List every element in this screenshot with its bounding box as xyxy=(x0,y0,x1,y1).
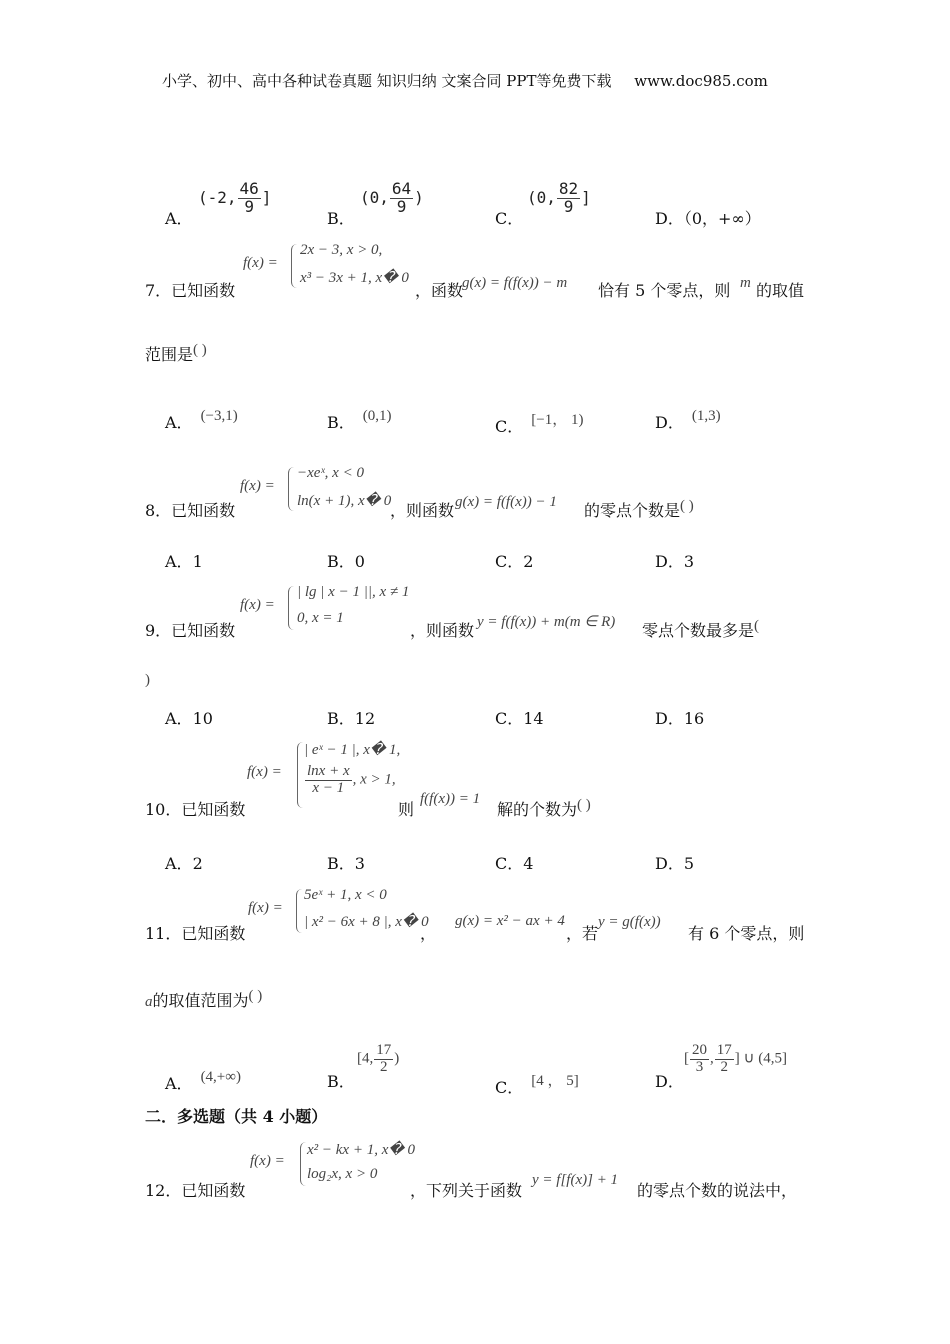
q8-case-1: −xeˣ, x < 0 xyxy=(297,465,364,481)
q11-d-den-2: 2 xyxy=(720,1058,728,1075)
q9-a-label: A． xyxy=(165,709,193,728)
q10-case-2 xyxy=(304,764,396,797)
q9-paren-close: ) xyxy=(145,672,150,688)
q7-number: 7．已知函数 xyxy=(145,281,236,300)
q10-num: lnx + x xyxy=(307,763,350,779)
q7-case-2: x³ − 3x + 1, x� 0 xyxy=(300,270,409,286)
q10-b-value: 3 xyxy=(354,854,365,873)
q10-fx: f(x) = xyxy=(247,764,282,780)
q6-b-num: 64 xyxy=(391,179,412,198)
q11-comma1: ， xyxy=(420,924,437,943)
q10-number: 10．已知函数 xyxy=(145,800,246,819)
q10-brace xyxy=(297,742,303,808)
q8-option-d xyxy=(655,549,694,572)
q11-option-a xyxy=(165,1069,241,1094)
q12-gx: y = f[f(x)] + 1 xyxy=(532,1172,619,1188)
q6-b-open: (0, xyxy=(360,187,389,207)
q8-c-label: C． xyxy=(495,552,524,571)
q9-option-b xyxy=(327,706,375,729)
q10-option-d xyxy=(655,851,694,874)
q7-option-a xyxy=(165,408,238,433)
q10-d-value: 5 xyxy=(683,854,695,873)
q6-c-den: 9 xyxy=(563,196,574,216)
q11-d-num-1: 20 xyxy=(692,1042,707,1058)
q12-mid1: ，下列关于函数 xyxy=(410,1181,523,1200)
q8-a-value: 1 xyxy=(192,552,203,571)
q6-a-fraction xyxy=(238,181,261,216)
q10-option-c xyxy=(495,851,533,874)
q11-b-open: [4, xyxy=(357,1050,374,1067)
q6-option-a-value xyxy=(198,181,271,216)
q10-d-label: D． xyxy=(655,854,684,873)
q6-a-open: (-2, xyxy=(198,187,237,207)
q7-line2-text: 范围是 xyxy=(145,345,194,364)
q11-a-label: A． xyxy=(165,1074,193,1093)
q9-b-label: B． xyxy=(327,709,355,728)
q11-option-b-label: B． xyxy=(327,1072,355,1091)
q6-a-close: ] xyxy=(261,187,272,207)
q11-b-fraction xyxy=(374,1043,393,1076)
q7-case-1: 2x − 3, x > 0, xyxy=(300,242,383,258)
q6-b-close: ) xyxy=(414,187,424,207)
header-url[interactable]: www.doc985.com xyxy=(634,72,768,90)
q7-c-value: [−1， 1) xyxy=(531,412,584,428)
q12-piecewise xyxy=(250,1140,420,1190)
q10-b-label: B． xyxy=(327,854,355,873)
q11-line2-text: 的取值范围为 xyxy=(152,991,249,1010)
q9-end-text: 零点个数最多是 xyxy=(642,621,755,640)
q6-d-label: D． xyxy=(655,209,684,228)
q11-d-fraction-2 xyxy=(715,1043,734,1076)
q11-d-close: ] ∪ (4,5] xyxy=(734,1050,787,1067)
q9-d-label: D． xyxy=(655,709,684,728)
q9-end xyxy=(642,618,759,641)
q7-b-value: (0,1) xyxy=(362,408,392,424)
q6-option-b-value xyxy=(360,181,424,216)
q10-end-text: 解的个数为 xyxy=(497,800,578,819)
q10-piecewise xyxy=(247,740,407,812)
q9-option-c xyxy=(495,706,544,729)
q8-piecewise xyxy=(240,465,410,515)
q9-brace xyxy=(288,586,294,630)
q8-number: 8．已知函数 xyxy=(145,501,236,520)
q11-number: 11．已知函数 xyxy=(145,924,246,943)
q10-case-2-tail: , x > 1, xyxy=(352,771,396,788)
q7-a-value: (−3,1) xyxy=(200,408,238,424)
q8-d-value: 3 xyxy=(683,552,695,571)
q11-yx: y = g(f(x)) xyxy=(598,914,661,930)
q7-paren: ( ) xyxy=(193,342,207,358)
q8-end-text: 的零点个数是 xyxy=(584,501,681,520)
q9-case-2: 0, x = 1 xyxy=(297,610,344,626)
q10-a-label: A． xyxy=(165,854,193,873)
q9-fx: f(x) = xyxy=(240,597,275,613)
q6-option-b-label: B． xyxy=(327,209,355,228)
q11-piecewise xyxy=(248,887,428,937)
q6-b-den: 9 xyxy=(396,196,407,216)
q11-c-value: [4 ， 5] xyxy=(531,1073,579,1089)
q9-a-value: 10 xyxy=(192,709,213,728)
q12-case-1: x² − kx + 1, x� 0 xyxy=(307,1142,416,1158)
q9-paren-open: ( xyxy=(754,618,760,634)
q10-end xyxy=(497,797,591,820)
q7-option-c xyxy=(495,408,583,437)
q10-mid1: 则 xyxy=(398,800,415,819)
q8-case-2: ln(x + 1), x� 0 xyxy=(297,493,392,509)
q11-b-num: 17 xyxy=(376,1042,392,1058)
q7-option-b xyxy=(327,408,392,433)
q11-b-close: ) xyxy=(394,1050,400,1067)
q11-end: 有 6 个零点，则 xyxy=(688,924,805,943)
q7-end: 的取值 xyxy=(756,281,805,300)
section-2-title: 二．多选题（共 4 小题） xyxy=(145,1107,328,1126)
q6-c-num: 82 xyxy=(558,179,579,198)
q6-option-c-value xyxy=(527,181,591,216)
q12-number: 12．已知函数 xyxy=(145,1181,246,1200)
q8-a-label: A． xyxy=(165,552,193,571)
q8-end xyxy=(584,498,694,521)
q11-d-den-1: 3 xyxy=(695,1058,704,1075)
q11-d-sep: , xyxy=(710,1050,714,1067)
q8-d-label: D． xyxy=(655,552,684,571)
q11-line2 xyxy=(145,988,262,1011)
q11-d-open: [ xyxy=(684,1050,689,1067)
q6-option-d xyxy=(655,206,761,229)
q9-b-value: 12 xyxy=(354,709,376,728)
q9-option-a xyxy=(165,706,213,729)
q9-d-value: 16 xyxy=(683,709,705,728)
q9-mid1: ，则函数 xyxy=(410,621,475,640)
q9-c-label: C． xyxy=(495,709,524,728)
q7-mid1: ，函数 xyxy=(415,281,464,300)
q12-brace xyxy=(300,1142,306,1186)
q12-case-2: log₂x, x > 0 xyxy=(307,1166,378,1182)
q6-a-den: 9 xyxy=(244,196,254,216)
q7-option-d xyxy=(655,408,721,433)
q7-mid2: 恰有 5 个零点，则 xyxy=(598,281,731,300)
q6-option-a-label: A． xyxy=(165,209,193,228)
q10-option-b xyxy=(327,851,365,874)
q7-brace xyxy=(291,244,297,288)
q8-gx: g(x) = f(f(x)) − 1 xyxy=(455,494,557,510)
q6-a-num: 46 xyxy=(239,179,259,198)
q7-c-label: C． xyxy=(495,417,524,436)
q6-c-close: ] xyxy=(581,187,591,207)
q8-option-a xyxy=(165,549,203,572)
q6-option-c-label: C． xyxy=(495,209,524,228)
header-text: 小学、初中、高中各种试卷真题 知识归纳 文案合同 PPT等免费下载 xyxy=(162,72,612,90)
q10-a-value: 2 xyxy=(192,854,203,873)
q9-case-1: | lg | x − 1 ||, x ≠ 1 xyxy=(297,584,410,600)
q11-option-c xyxy=(495,1069,579,1098)
q10-c-label: C． xyxy=(495,854,524,873)
q9-piecewise xyxy=(240,584,420,634)
q11-fx: f(x) = xyxy=(248,900,283,916)
q9-number: 9．已知函数 xyxy=(145,621,236,640)
q7-var-m: m xyxy=(740,275,751,291)
q8-paren: ( ) xyxy=(680,498,694,514)
q7-gx: g(x) = f(f(x)) − m xyxy=(462,275,568,291)
q8-option-b xyxy=(327,549,365,572)
q10-gx: f(f(x)) = 1 xyxy=(420,791,481,807)
q8-b-label: B． xyxy=(327,552,355,571)
q11-option-b-value xyxy=(357,1043,399,1076)
q11-paren: ( ) xyxy=(248,988,263,1004)
q11-var-a: a xyxy=(145,994,153,1010)
q9-option-d xyxy=(655,706,704,729)
q6-c-fraction xyxy=(557,181,580,216)
q8-mid1: ，则函数 xyxy=(390,501,455,520)
q10-fraction xyxy=(305,764,352,797)
q10-option-a xyxy=(165,851,203,874)
q11-gx: g(x) = x² − ax + 4 xyxy=(455,913,565,929)
q7-line2 xyxy=(145,342,207,365)
q7-a-label: A． xyxy=(165,413,193,432)
q11-brace xyxy=(296,889,302,933)
q10-den: x − 1 xyxy=(312,779,345,796)
q10-case-1: | eˣ − 1 |, x� 1, xyxy=(304,742,401,758)
q10-c-value: 4 xyxy=(523,854,534,873)
q11-d-num-2: 17 xyxy=(716,1042,732,1058)
q8-option-c xyxy=(495,549,533,572)
q6-b-fraction xyxy=(390,181,413,216)
q11-d-fraction-1 xyxy=(690,1043,709,1076)
q6-d-value: （0，+∞） xyxy=(683,209,761,228)
q11-option-d-value xyxy=(684,1043,787,1076)
q11-c-label: C． xyxy=(495,1078,524,1097)
q7-fx: f(x) = xyxy=(243,255,278,271)
q9-c-value: 14 xyxy=(523,709,544,728)
q8-c-value: 2 xyxy=(523,552,534,571)
q9-gx: y = f(f(x)) + m(m ∈ R) xyxy=(477,614,616,630)
page-header xyxy=(162,70,768,91)
q11-comma2: ，若 xyxy=(566,924,599,943)
q11-case-2: | x² − 6x + 8 |, x� 0 xyxy=(304,914,429,930)
q7-b-label: B． xyxy=(327,413,355,432)
q11-b-den: 2 xyxy=(380,1058,388,1075)
q7-d-label: D． xyxy=(655,413,684,432)
q12-end: 的零点个数的说法中， xyxy=(637,1181,798,1200)
q7-d-value: (1,3) xyxy=(691,408,721,424)
q8-b-value: 0 xyxy=(354,552,365,571)
q10-paren: ( ) xyxy=(577,797,591,813)
q12-fx: f(x) = xyxy=(250,1153,285,1169)
q11-option-d-label: D． xyxy=(655,1072,684,1091)
q11-a-value: (4,+∞) xyxy=(200,1069,241,1085)
q7-piecewise xyxy=(243,242,423,292)
q11-case-1: 5eˣ + 1, x < 0 xyxy=(304,887,387,903)
q8-fx: f(x) = xyxy=(240,478,275,494)
q8-brace xyxy=(288,467,294,511)
q6-c-open: (0, xyxy=(527,187,556,207)
